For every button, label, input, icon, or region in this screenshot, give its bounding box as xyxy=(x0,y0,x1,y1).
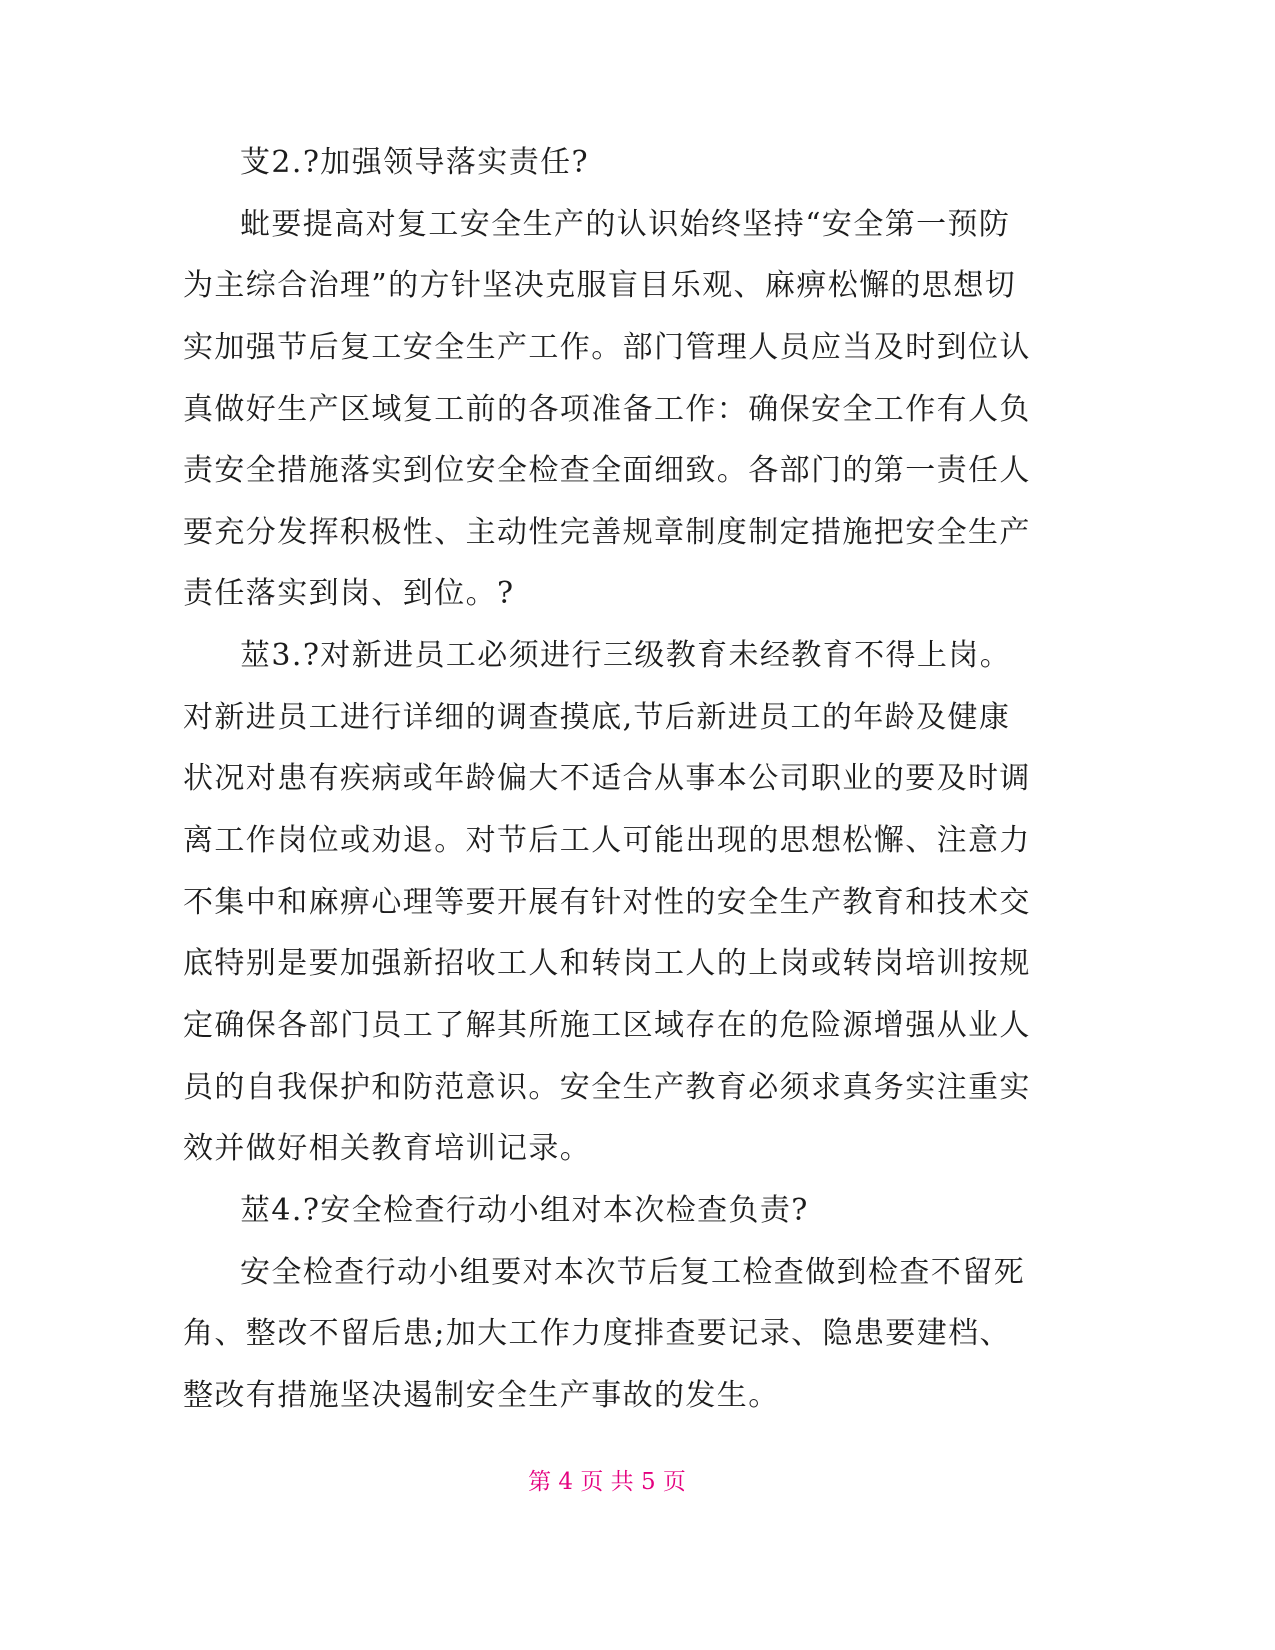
text-line: 蚍要提高对复工安全生产的认识始终坚持“安全第一预防 xyxy=(240,206,1011,242)
text-line: 莁3.?对新进员工必须进行三级教育未经教育不得上岗。 xyxy=(240,638,1012,674)
text-line: 不集中和麻痹心理等要开展有针对性的安全生产教育和技术交 xyxy=(183,884,1031,920)
text-line: 安全检查行动小组要对本次节后复工检查做到检查不留死 xyxy=(240,1254,1025,1290)
paragraph-inspection-team xyxy=(183,1242,1083,1427)
text-line: 员的自我保护和防范意识。安全生产教育必须求真务实注重实 xyxy=(183,1069,1031,1105)
text-line: 定确保各部门员工了解其所施工区域存在的危险源增强从业人 xyxy=(183,1007,1031,1043)
paragraph-heading-4 xyxy=(183,1180,1083,1242)
document-body xyxy=(183,132,1083,1426)
text-line: 离工作岗位或劝退。对节后工人可能出现的思想松懈、注意力 xyxy=(183,823,1031,859)
text-line: 整改有措施坚决遏制安全生产事故的发生。 xyxy=(183,1377,780,1413)
paragraph-new-employee-education xyxy=(183,625,1083,1180)
paragraph-leadership xyxy=(183,194,1083,625)
text-line: 效并做好相关教育培训记录。 xyxy=(183,1131,592,1167)
text-line: 角、整改不留后患;加大工作力度排查要记录、隐患要建档、 xyxy=(183,1316,1011,1352)
text-line: 对新进员工进行详细的调查摸底,节后新进员工的年龄及健康 xyxy=(183,699,1011,735)
text-line: 责安全措施落实到位安全检查全面细致。各部门的第一责任人 xyxy=(183,453,1031,489)
paragraph-heading-2 xyxy=(183,132,1083,194)
text-line: 责任落实到岗、到位。? xyxy=(183,576,515,612)
text-line: 状况对患有疾病或年龄偏大不适合从事本公司职业的要及时调 xyxy=(183,761,1031,797)
text-line: 底特别是要加强新招收工人和转岗工人的上岗或转岗培训按规 xyxy=(183,946,1031,982)
text-line: 莁4.?安全检查行动小组对本次检查负责? xyxy=(240,1192,809,1228)
text-line: 芆2.?加强领导落实责任? xyxy=(240,145,589,180)
page-number-footer: 第 4 页 共 5 页 xyxy=(528,1469,686,1495)
text-line: 实加强节后复工安全生产工作。部门管理人员应当及时到位认 xyxy=(183,329,1031,365)
text-line: 为主综合治理”的方针坚决克服盲目乐观、麻痹松懈的思想切 xyxy=(183,268,1017,304)
text-line: 要充分发挥积极性、主动性完善规章制度制定措施把安全生产 xyxy=(183,514,1031,550)
text-line: 真做好生产区域复工前的各项准备工作：确保安全工作有人负 xyxy=(183,391,1031,427)
